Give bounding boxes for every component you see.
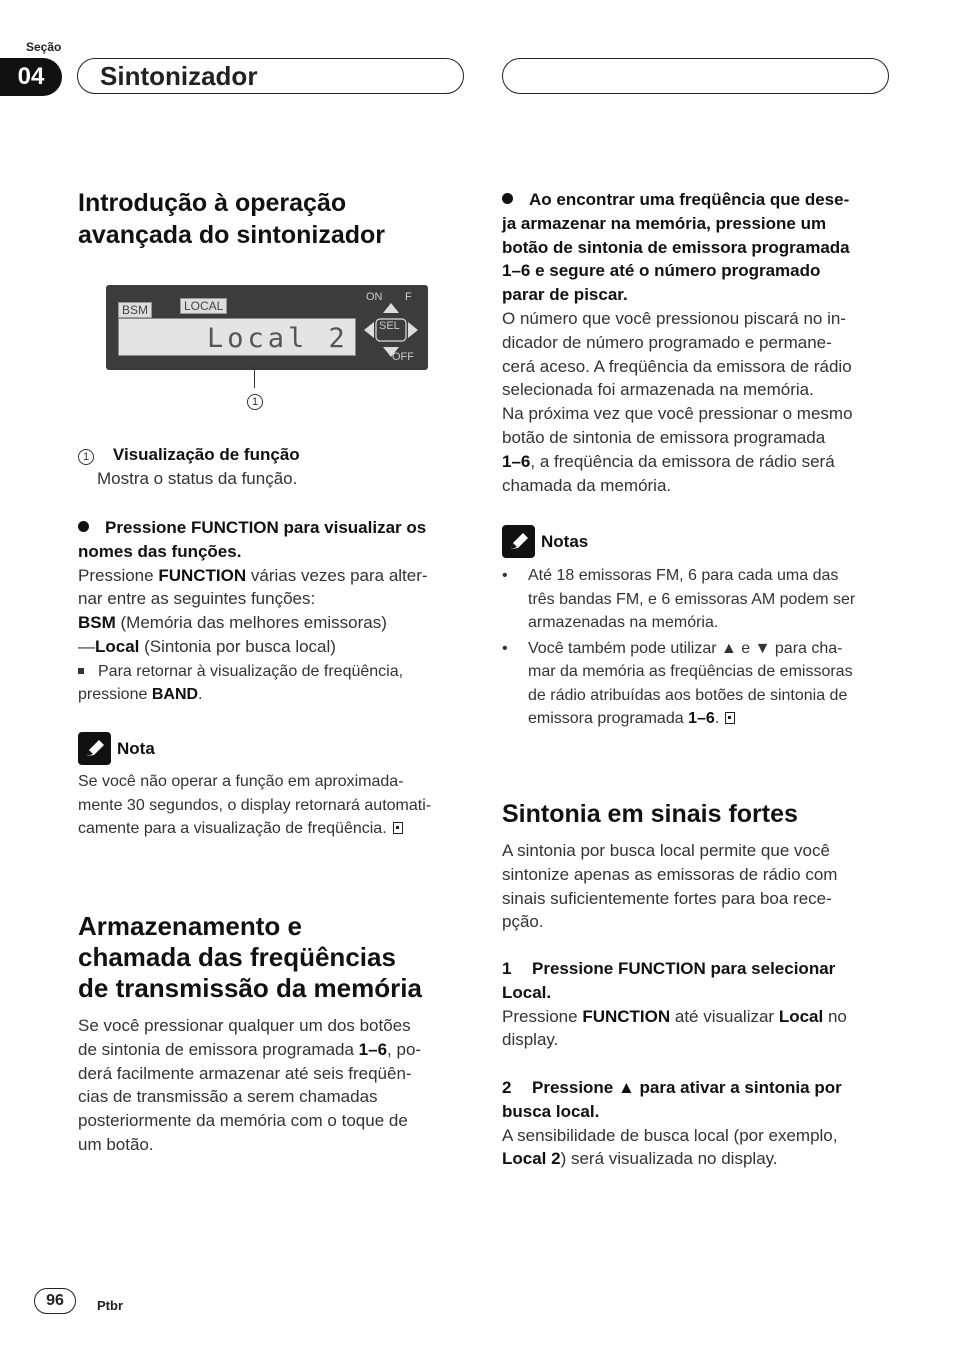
text-span: Para retornar à visualização de freqüência, bbox=[98, 662, 404, 680]
note-item bbox=[502, 637, 894, 731]
store-step bbox=[502, 188, 894, 497]
text-span: no bbox=[823, 1006, 847, 1026]
text-line: A sintonia por busca local permite que você bbox=[502, 841, 830, 860]
sel-label: SEL bbox=[379, 320, 400, 332]
bullet-icon bbox=[78, 521, 89, 532]
text-bold: 1–6 bbox=[688, 710, 715, 727]
notes-header bbox=[502, 525, 588, 558]
legend-title: Visualização de função bbox=[112, 445, 300, 464]
on-label: ON bbox=[366, 291, 383, 303]
step-heading: Pressione FUNCTION para visualizar os bbox=[105, 518, 427, 537]
step-heading: Local. bbox=[502, 982, 552, 1002]
text-bold: 1–6 bbox=[358, 1039, 388, 1059]
callout-line bbox=[254, 364, 255, 388]
lcd-screen bbox=[118, 318, 356, 356]
memory-heading bbox=[78, 911, 470, 1004]
text-span: Você também pode utilizar ▲ e ▼ para cha- bbox=[528, 639, 843, 657]
text-line: um botão. bbox=[78, 1134, 154, 1154]
pencil-icon bbox=[502, 525, 535, 558]
text-line: Se você pressionar qualquer um dos botões bbox=[78, 1016, 411, 1035]
text-bold: Local bbox=[95, 636, 140, 656]
callout-marker: 1 bbox=[247, 394, 263, 410]
language-code: Ptbr bbox=[97, 1298, 123, 1313]
text-line: display. bbox=[502, 1030, 559, 1050]
header-title-pill bbox=[77, 58, 464, 94]
text-span: ) será visualizada no display. bbox=[560, 1149, 778, 1169]
step-2 bbox=[502, 1076, 894, 1171]
strong-heading bbox=[502, 798, 894, 830]
header-empty-pill bbox=[502, 58, 889, 94]
text-span: (Sintonia por busca local) bbox=[139, 636, 336, 656]
note-header bbox=[78, 732, 155, 765]
text-line: posteriormente da memória com o toque de bbox=[78, 1111, 408, 1131]
text-line: pção. bbox=[502, 912, 544, 932]
text-bold: FUNCTION bbox=[158, 565, 247, 585]
step-heading: botão de sintonia de emissora programada bbox=[502, 237, 850, 257]
text-span: mar da memória as freqüências de emissoras bbox=[528, 663, 853, 680]
legend-number: 1 bbox=[78, 449, 94, 465]
text-line: nar entre as seguintes funções: bbox=[78, 589, 316, 609]
text-bold: BSM bbox=[78, 613, 116, 633]
f-label: F bbox=[405, 291, 412, 303]
text-span: de sintonia de emissora programada bbox=[78, 1039, 359, 1059]
bsm-indicator: BSM bbox=[118, 302, 152, 318]
lcd-text: Local 2 bbox=[207, 323, 349, 354]
section-number-badge: 04 bbox=[0, 58, 62, 96]
text-line: selecionada foi armazenada na memória. bbox=[502, 380, 814, 400]
note-body bbox=[78, 770, 470, 841]
memory-body bbox=[78, 1014, 470, 1157]
text-span: , a freqüência da emissora de rádio será bbox=[530, 451, 835, 471]
text-span: . bbox=[198, 686, 203, 704]
step-heading: nomes das funções. bbox=[78, 541, 242, 561]
text-span: pressione bbox=[78, 686, 152, 704]
note-title: Nota bbox=[117, 738, 155, 758]
text-span: — bbox=[78, 636, 95, 656]
text-line: A sensibilidade de busca local (por exemplo, bbox=[502, 1125, 838, 1145]
bullet-icon bbox=[502, 193, 513, 204]
strong-heading-text: Sintonia em sinais fortes bbox=[502, 800, 798, 828]
text-line: sintonize apenas as emissoras de rádio com bbox=[502, 864, 838, 884]
step-heading: parar de piscar. bbox=[502, 285, 628, 305]
step-heading: 1–6 e segure até o número programado bbox=[502, 261, 821, 281]
text-line: dicador de número programado e permane- bbox=[502, 332, 832, 352]
text-bold: FUNCTION bbox=[582, 1006, 671, 1026]
text-span: Pressione bbox=[78, 565, 159, 585]
text-span: três bandas FM, e 6 emissoras AM podem ser bbox=[528, 590, 856, 608]
end-mark-icon bbox=[725, 712, 735, 724]
memory-heading-line: chamada das freqüências bbox=[78, 942, 396, 972]
text-line: cerá aceso. A freqüência da emissora de rádio bbox=[502, 356, 852, 376]
notes-list bbox=[502, 564, 894, 733]
text-span: . bbox=[714, 710, 720, 727]
text-line: cias de transmissão a serem chamadas bbox=[78, 1087, 378, 1107]
note-line: camente para a visualização de freqüência. bbox=[78, 820, 387, 837]
legend-desc: Mostra o status da função. bbox=[97, 468, 298, 488]
page-title: Sintonizador bbox=[100, 61, 258, 91]
text-span: Até 18 emissoras FM, 6 para cada uma das bbox=[528, 567, 839, 584]
text-line: Na próxima vez que você pressionar o mesmo bbox=[502, 404, 853, 424]
step-heading: Pressione FUNCTION para selecionar bbox=[532, 959, 836, 978]
step-number: 1 bbox=[502, 959, 512, 978]
note-item bbox=[502, 564, 894, 635]
function-step bbox=[78, 516, 470, 707]
text-bold: BAND bbox=[151, 686, 199, 704]
text-line: O número que você pressionou piscará no in- bbox=[502, 308, 846, 328]
strong-body bbox=[502, 839, 894, 934]
step-heading: Pressione ▲ para ativar a sintonia por bbox=[532, 1078, 842, 1097]
text-span: várias vezes para alter- bbox=[246, 565, 428, 585]
intro-heading-line: Introdução à operação bbox=[78, 189, 347, 217]
text-bold: 1–6 bbox=[502, 451, 531, 471]
local-indicator: LOCAL bbox=[180, 298, 227, 314]
text-line: derá facilmente armazenar até seis freqüên- bbox=[78, 1063, 412, 1083]
text-span: emissora programada bbox=[528, 710, 689, 727]
text-line: botão de sintonia de emissora programada bbox=[502, 427, 826, 447]
end-mark-icon bbox=[393, 822, 403, 834]
step-heading: ja armazenar na memória, pressione um bbox=[502, 213, 827, 233]
section-label: Seção bbox=[26, 40, 62, 54]
legend-item bbox=[78, 443, 468, 491]
note-line: Se você não operar a função em aproximada- bbox=[78, 773, 404, 790]
off-label: OFF bbox=[392, 351, 414, 363]
text-span: armazenadas na memória. bbox=[528, 614, 719, 631]
intro-heading-line: avançada do sintonizador bbox=[78, 221, 386, 249]
note-line: mente 30 segundos, o display retornará automati- bbox=[78, 796, 432, 814]
text-span: Pressione bbox=[502, 1006, 583, 1026]
page-number: 96 bbox=[34, 1288, 76, 1314]
text-bold: Local bbox=[778, 1006, 824, 1026]
text-line: chamada da memória. bbox=[502, 475, 672, 495]
text-line: sinais suficientemente fortes para boa rece- bbox=[502, 888, 832, 908]
step-heading: Ao encontrar uma freqüência que dese- bbox=[529, 190, 850, 209]
intro-heading bbox=[78, 187, 468, 251]
text-span: (Memória das melhores emissoras) bbox=[115, 613, 387, 633]
step-1 bbox=[502, 957, 894, 1052]
text-span: de rádio atribuídas aos botões de sintonia de bbox=[528, 686, 848, 704]
notes-title: Notas bbox=[541, 531, 589, 551]
text-span: até visualizar bbox=[670, 1006, 779, 1026]
step-heading: busca local. bbox=[502, 1101, 600, 1121]
text-bold: Local 2 bbox=[502, 1149, 561, 1169]
pencil-icon bbox=[78, 732, 111, 765]
square-bullet-icon bbox=[78, 668, 84, 674]
memory-heading-line: Armazenamento e bbox=[78, 911, 302, 941]
memory-heading-line: de transmissão da memória bbox=[78, 973, 422, 1003]
text-span: , po- bbox=[387, 1039, 422, 1059]
step-number: 2 bbox=[502, 1078, 512, 1097]
head-unit-display-illustration bbox=[106, 285, 428, 370]
